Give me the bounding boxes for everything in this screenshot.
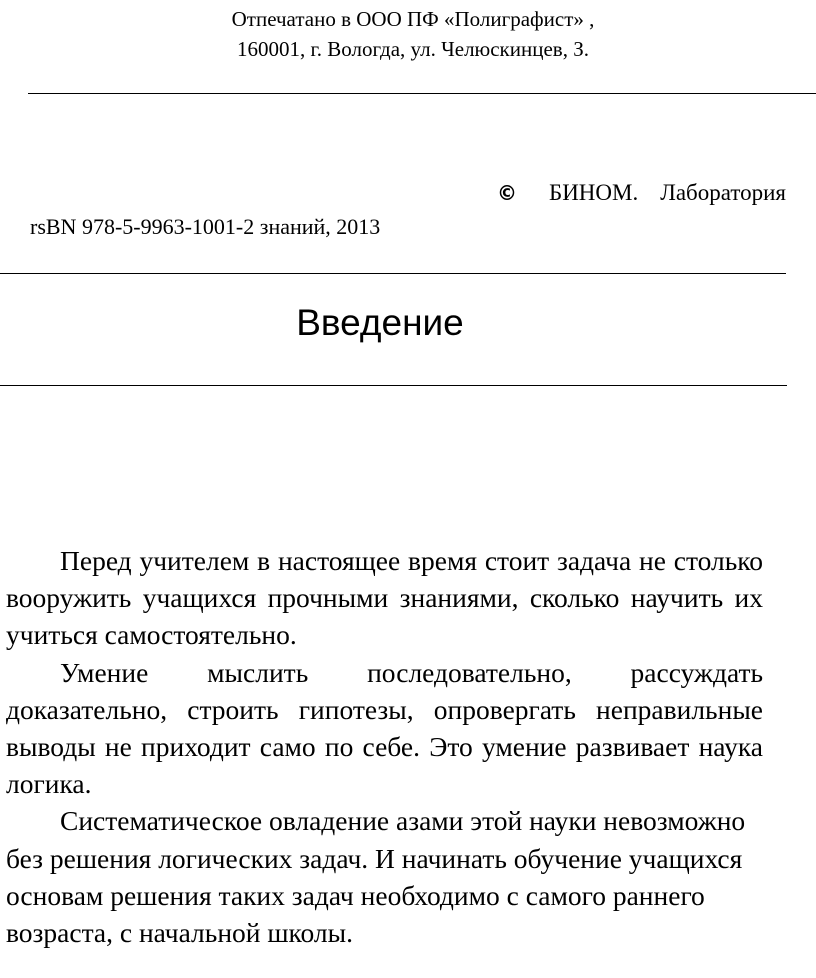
body-text bbox=[6, 542, 763, 951]
printer-imprint bbox=[0, 4, 816, 64]
divider-middle bbox=[0, 273, 786, 274]
publisher-name-cont: Лаборатория bbox=[660, 180, 786, 205]
imprint-line-2: 160001, г. Вологда, ул. Челюскинцев, З. bbox=[237, 37, 589, 61]
paragraph: Перед учителем в настоящее время стоит задача не столько вооружить учащихся прочными знаниями, сколько научить их учиться самостоятельно. bbox=[6, 545, 763, 651]
publisher-name: БИНОМ. bbox=[548, 180, 639, 205]
imprint-line-1: Отпечатано в ООО ПФ «Полиграфист» , bbox=[231, 7, 595, 31]
paragraph: Систематическое овладение азами этой науки невозможно без решения логических задач. И начинать обучение учащихся основам решения таких задач необходимо с самого раннего возраста, с начальной школы. bbox=[6, 805, 746, 949]
copyright-line bbox=[497, 180, 786, 206]
paragraph: Умение мыслить последовательно, рассуждать доказательно, строить гипотезы, опровергать неправильные выводы не приходит само по себе. Это умение развивает наука логика. bbox=[6, 656, 763, 800]
page-title: Введение bbox=[296, 302, 464, 343]
isbn-line: rsBN 978-5-9963-1001-2 знаний, 2013 bbox=[30, 214, 381, 239]
divider-title bbox=[0, 385, 787, 386]
copyright-icon: © bbox=[496, 181, 517, 205]
divider-top bbox=[28, 93, 816, 94]
